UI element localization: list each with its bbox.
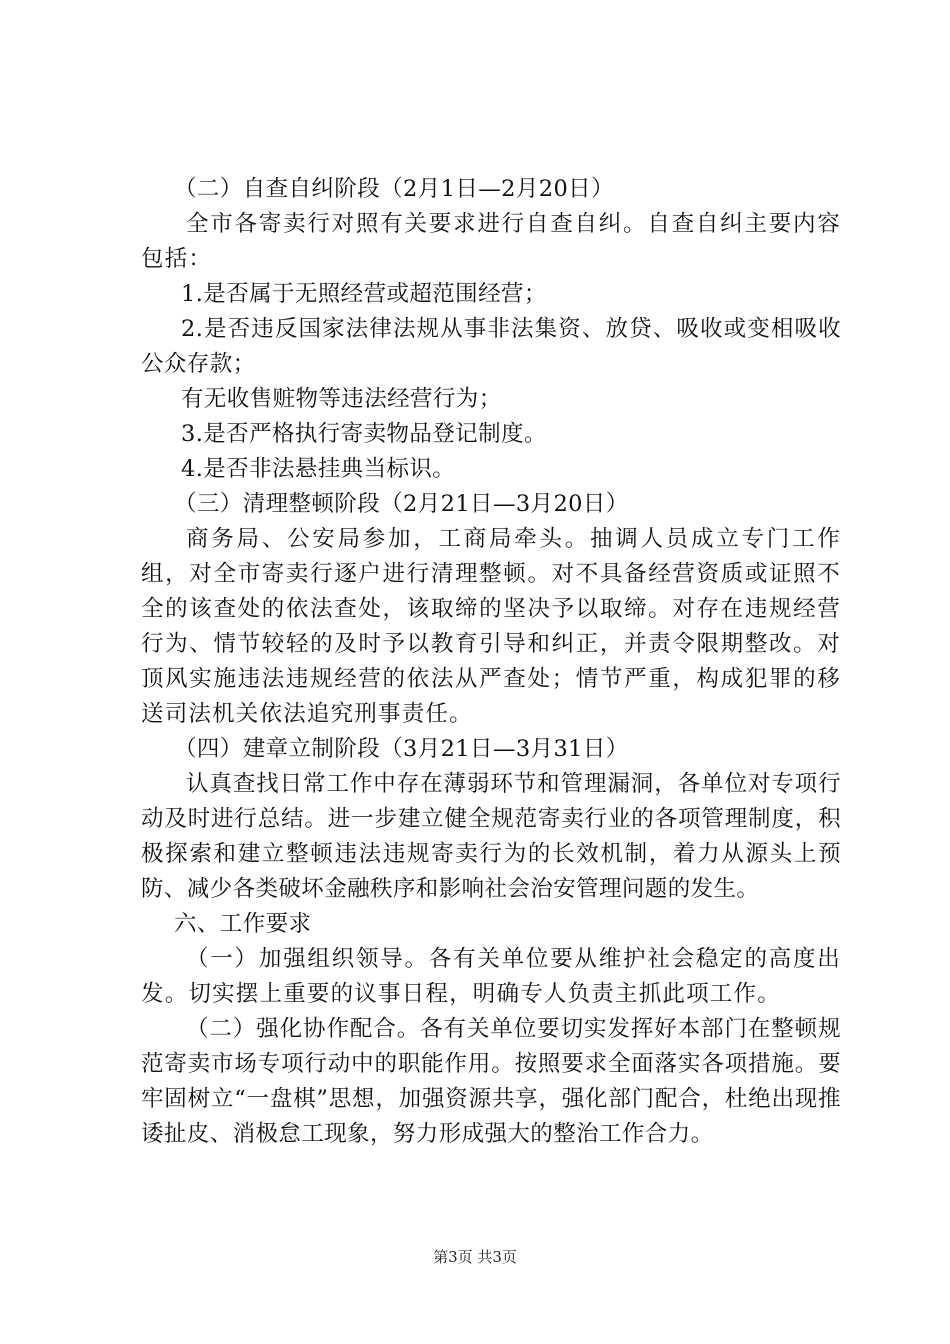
paragraph-cleanup: 商务局、公安局参加，工商局牵头。抽调人员成立专门工作组，对全市寄卖行逐户进行清理整顿。对不具备经营资质或证照不全的该查处的依法查处，该取缔的坚决予以取缔。对存在违规经营行为、情节较轻的及时予以教育引导和纠正，并责令限期整改。对顶风实施违法违规经营的依法从严查处；情节严重，构成犯罪的移送司法机关依法追究刑事责任。 xyxy=(141,526,841,727)
paragraph-self-inspection-intro: 全市各寄卖行对照有关要求进行自查自纠。自查自纠主要内容包括： xyxy=(141,211,841,272)
page-footer: 第3页 共3页 xyxy=(433,1248,517,1266)
document-body xyxy=(141,172,841,1152)
section-heading-self-inspection: （二）自查自纠阶段（2月1日—2月20日） xyxy=(174,176,614,202)
paragraph-requirement-2: （二）强化协作配合。各有关单位要切实发挥好本部门在整顿规范寄卖市场专项行动中的职能作用。按照要求全面落实各项措施。要牢固树立“一盘棋”思想，加强资源共享，强化部门配合，杜绝出现推诿扯皮、消极怠工现象，努力形成强大的整治工作合力。 xyxy=(141,1016,841,1147)
list-item-4: 4.是否非法悬挂典当标识。 xyxy=(181,456,456,482)
list-item-3: 3.是否严格执行寄卖物品登记制度。 xyxy=(181,421,547,447)
list-item-1: 1.是否属于无照经营或超范围经营； xyxy=(181,281,547,307)
paragraph-rules: 认真查找日常工作中存在薄弱环节和管理漏洞，各单位对专项行动及时进行总结。进一步建立健全规范寄卖行业的各项管理制度，积极探索和建立整顿违法违规寄卖行为的长效机制，着力从源头上预防、减少各类破坏金融秩序和影响社会治安管理问题的发生。 xyxy=(141,771,841,902)
section-heading-cleanup: （三）清理整顿阶段（2月21日—3月20日） xyxy=(174,491,629,517)
paragraph-requirement-1: （一）加强组织领导。各有关单位要从维护社会稳定的高度出发。切实摆上重要的议事日程，明确专人负责主抓此项工作。 xyxy=(141,946,841,1007)
list-item-2-continued: 有无收售赃物等违法经营行为； xyxy=(181,386,502,412)
section-heading-rules: （四）建章立制阶段（3月21日—3月31日） xyxy=(174,736,629,762)
list-item-2: 2.是否违反国家法律法规从事非法集资、放贷、吸收或变相吸收公众存款； xyxy=(141,316,841,377)
section-heading-requirements: 六、工作要求 xyxy=(174,911,312,937)
